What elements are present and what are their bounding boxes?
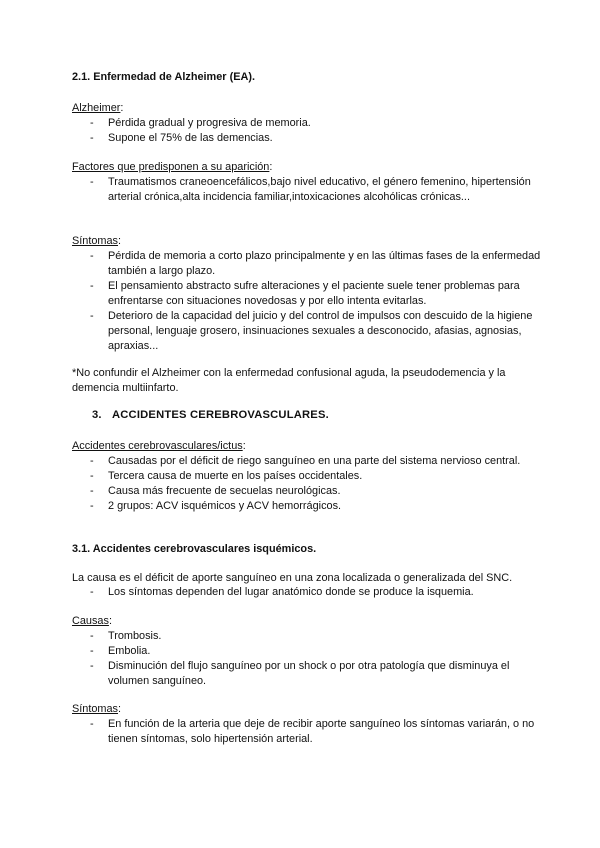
sintomas-subtitle [72,234,542,249]
list-item: - En función de la arteria que deje de recibir aporte sanguíneo los síntomas variarán, o no tienen síntomas, solo hipertensión arterial. [72,717,542,747]
causas-list [72,629,542,689]
alzheimer-subtitle-text: Alzheimer [72,102,121,114]
factores-subtitle-colon: : [269,161,273,173]
isquemicos-sintomas-list [72,717,542,747]
alzheimer-note: *No confundir el Alzheimer con la enfermedad confusional aguda, la pseudodemencia y la demencia multiinfarto. [72,367,506,394]
isquemicos-sintomas-subtitle [72,702,542,717]
sintomas-subtitle-colon: : [118,235,122,247]
list-item: - Tercera causa de muerte en los países occidentales. [72,469,542,484]
list-item: - Causa más frecuente de secuelas neurológicas. [72,484,542,499]
acv-subtitle-text: Accidentes cerebrovasculares/ictus [72,440,243,452]
acv-list [72,454,542,514]
causas-subtitle-text: Causas [72,615,109,627]
list-item: - Causadas por el déficit de riego sanguíneo en una parte del sistema nervioso central. [72,454,542,469]
list-item: - Los síntomas dependen del lugar anatómico donde se produce la isquemia. [72,585,542,600]
list-item: - Traumatismos craneoencefálicos,bajo nivel educativo, el género femenino, hipertensión arterial crónica,alta incidencia familiar,intoxicaciones alcohólicas crónicas... [72,175,542,205]
factores-subtitle-text: Factores que predisponen a su aparición [72,161,270,173]
alzheimer-subtitle-colon: : [120,102,124,114]
section-3-1-heading: 3.1. Accidentes cerebrovasculares isquémicos. [72,543,317,555]
isquemicos-sintomas-subtitle-text: Síntomas [72,703,119,715]
list-item: - Pérdida gradual y progresiva de memoria. [72,116,542,131]
list-item: - Deterioro de la capacidad del juicio y del control de impulsos con descuido de la higiene personal, lenguaje grosero, insinuaciones sexuales a desconocido, afasias, agnosias, apraxias... [72,309,542,354]
isquemicos-sintomas-subtitle-colon: : [118,703,122,715]
section-3-number: 3. [92,409,102,421]
list-item: - El pensamiento abstracto sufre alteraciones y el paciente suele tener problemas para enfrentarse con situaciones novedosas y por ello intenta evitarlas. [72,279,542,309]
isquemicos-intro: La causa es el déficit de aporte sanguíneo en una zona localizada o generalizada del SNC. [72,572,513,584]
list-item: - Disminución del flujo sanguíneo por un shock o por otra patología que disminuya el volumen sanguíneo. [72,659,542,689]
alzheimer-subtitle [72,101,542,116]
section-2-1-heading: 2.1. Enfermedad de Alzheimer (EA). [72,71,255,83]
list-item: - Trombosis. [72,629,542,644]
factores-subtitle [72,160,542,175]
sintomas-subtitle-text: Síntomas [72,235,119,247]
section-3-title: ACCIDENTES CEREBROVASCULARES. [112,409,329,421]
list-item: - 2 grupos: ACV isquémicos y ACV hemorrágicos. [72,499,542,514]
acv-subtitle [72,439,542,454]
acv-subtitle-colon: : [242,440,246,452]
section-3-heading [72,408,542,423]
alzheimer-list [72,116,542,146]
causas-subtitle-colon: : [108,615,112,627]
sintomas-list [72,249,542,354]
causas-subtitle [72,614,542,629]
list-item: - Supone el 75% de las demencias. [72,131,542,146]
list-item: - Pérdida de memoria a corto plazo principalmente y en las últimas fases de la enfermedad también a largo plazo. [72,249,542,279]
factores-list [72,175,542,205]
isquemicos-intro-list [72,585,542,600]
list-item: - Embolia. [72,644,542,659]
